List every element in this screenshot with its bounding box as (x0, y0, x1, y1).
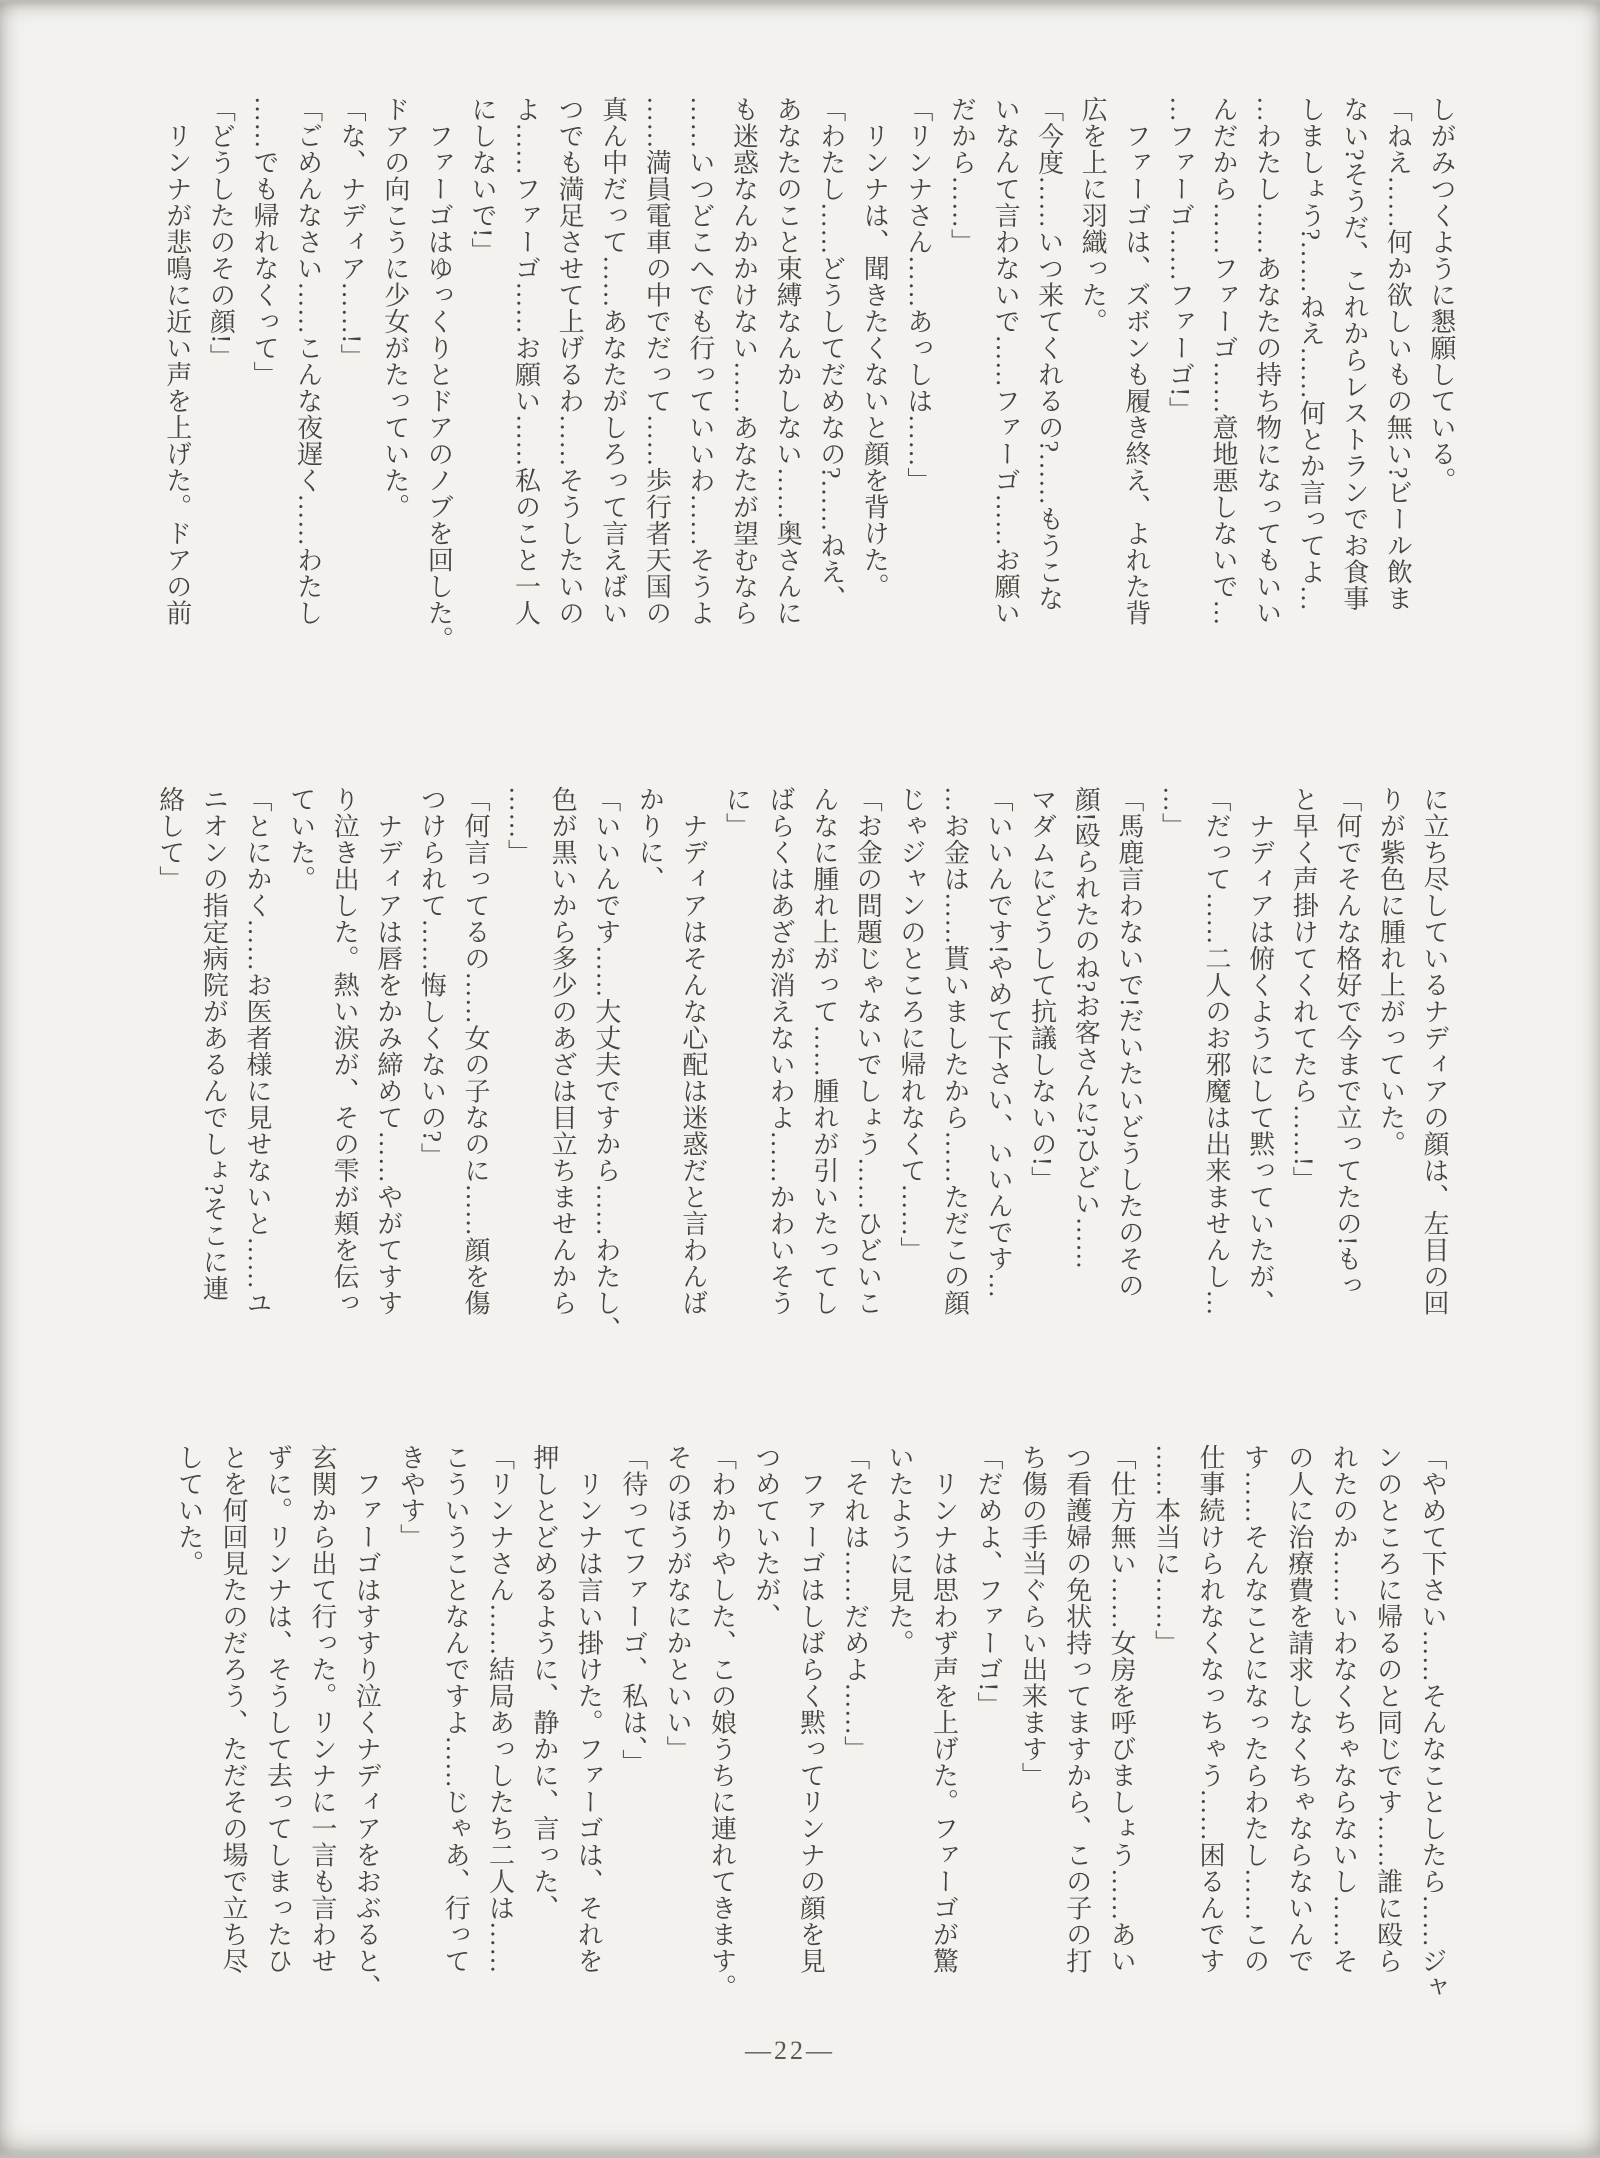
text-line: だから……」 (947, 96, 977, 255)
text-line: …ファーゴ……ファーゴ!」 (1165, 96, 1195, 424)
text-line: 真ん中だって……あなたがしろって言えばい (598, 96, 628, 626)
text-line: じゃジャンのところに帰れなくて……」 (896, 786, 926, 1263)
text-line: り泣き出した。熱い涙が、その雫が頬を伝っ (330, 786, 360, 1316)
text-line: 押しとどめるように、静かに、言った、 (529, 1444, 559, 1921)
text-line: 色が黒いから多少のあざは目立ちませんから (548, 786, 578, 1316)
text-line: ナディアは唇をかみ締めて……やがてすす (373, 786, 403, 1316)
text-line: と早く声掛けてくれてたら……!」 (1289, 786, 1319, 1193)
text-line: していた。 (174, 1444, 204, 1577)
text-line: んだから……ファーゴ……意地悪しないで… (1209, 96, 1239, 626)
text-line: 「だめよ、ファーゴ!」 (973, 1444, 1003, 1719)
text-line: 顔!殴られたのね?お客さんに?ひどい…… (1071, 786, 1101, 1270)
text-band-bottom (166, 1444, 1454, 2000)
text-line: ていた。 (286, 786, 316, 892)
text-line: 玄関から出て行った。リンナに一言も言わせ (307, 1444, 337, 1974)
text-line: 「それは……だめよ……」 (840, 1444, 870, 1762)
text-line: 「だって……二人のお邪魔は出来ませんし… (1202, 786, 1232, 1316)
text-line: ……本当に……」 (1151, 1444, 1181, 1656)
text-line: れたのか……いわなくちゃならないし……そ (1329, 1444, 1359, 1974)
text-line: あなたのこと束縛なんかしない……奥さんに (773, 96, 803, 626)
text-line: いなんて言わないで……ファーゴ……お願い (991, 96, 1021, 626)
text-line: リンナは思わず声を上げた。ファーゴが驚 (929, 1444, 959, 1974)
text-line: 「いいんです!やめて下さい、いいんです… (984, 786, 1014, 1299)
text-line: ファーゴはすすり泣くナディアをおぶると、 (352, 1444, 382, 2001)
text-line: んなに腫れ上がって……腫れが引いたってし (809, 786, 839, 1316)
text-line: しましょう?……ねえ……何とか言ってよ… (1296, 96, 1326, 612)
text-line: ンのところに帰るのと同じです……誰に殴ら (1373, 1444, 1403, 1974)
text-line: マダムにどうして抗議しないの!」 (1027, 786, 1057, 1193)
text-line: ……でも帰れなくって」 (249, 96, 279, 388)
text-line: 「リンナさん……結局あっしたち二人は…… (485, 1444, 515, 1974)
text-line: リンナは、聞きたくないと顔を背けた。 (860, 96, 890, 600)
text-line: よ……ファーゴ……お願い……私のこと一人 (511, 96, 541, 626)
text-line: 広を上に羽織った。 (1078, 96, 1108, 335)
text-line: の人に治療費を請求しなくちゃならないんで (1284, 1444, 1314, 1974)
text-line: …」 (1158, 786, 1188, 839)
text-line: ナディアは俯くようにして黙っていたが、 (1245, 786, 1275, 1316)
text-line: つでも満足させて上げるわ……そうしたいの (555, 96, 585, 626)
text-line: …お金は……貰いましたから……ただこの顔 (940, 786, 970, 1316)
text-line: いたように見た。 (885, 1444, 915, 1656)
text-line: ニオンの指定病院があるんでしょ?そこに連 (199, 786, 229, 1302)
text-line: 「やめて下さい……そんなことしたら……ジャ (1418, 1444, 1447, 2001)
text-line: 「待ってファーゴ、私は、」 (618, 1444, 648, 1776)
text-line: リンナが悲鳴に近い声を上げた。ドアの前 (162, 96, 192, 626)
text-line: ない?そうだ、これからレストランでお食事 (1339, 96, 1369, 612)
text-line: ずに。リンナは、そうして去ってしまったひ (263, 1444, 293, 1974)
text-line: ばらくはあざが消えないわよ……かわいそう (766, 786, 796, 1316)
text-line: ……満員電車の中でだって……歩行者天国の (642, 96, 672, 626)
text-line: そのほうがなにかといい」 (663, 1444, 693, 1762)
text-line: 仕事続けられなくなっちゃう……困るんです (1195, 1444, 1225, 1974)
text-line: かりに、 (635, 786, 665, 892)
text-line: ……いつどこへでも行っていいわ……そうよ (685, 96, 715, 626)
text-line: ファーゴはしばらく黙ってリンナの顔を見 (796, 1444, 826, 1974)
text-line: 「リンナさん……あっしは……」 (903, 96, 933, 494)
text-line: しがみつくように懇願している。 (1427, 96, 1456, 494)
text-band-middle (148, 786, 1456, 1342)
text-line: 「何言ってるの……女の子なのに……顔を傷 (460, 786, 490, 1316)
text-line: 「とにかく……お医者様に見せないと……ユ (242, 786, 272, 1316)
text-line: ち傷の手当ぐらい出来ます」 (1018, 1444, 1048, 1789)
text-line: 「わたし……どうしてだめなの?……ねえ、 (816, 96, 846, 612)
text-line: …わたし……あなたの持ち物になってもいい (1252, 96, 1282, 626)
text-line: も迷惑なんかかけない……あなたが望むなら (729, 96, 759, 626)
text-line: 「な、ナディア……!」 (337, 96, 367, 371)
text-line: ファーゴは、ズボンも履き終え、よれた背 (1121, 96, 1151, 626)
page-number: ―22― (745, 2036, 835, 2065)
text-line: に」 (722, 786, 752, 839)
text-line: つ看護婦の免状持ってますから、この子の打 (1062, 1444, 1092, 1974)
text-line: 絡して」 (155, 786, 185, 892)
text-line: つけられて……悔しくないの?」 (417, 786, 447, 1170)
text-line: こういうことなんですよ……じゃあ、行って (441, 1444, 471, 1974)
text-line: 「お金の問題じゃないでしょう……ひどいこ (853, 786, 883, 1316)
text-band-top (155, 96, 1463, 652)
text-line: つめていたが、 (751, 1444, 781, 1630)
text-line: ファーゴはゆっくりとドアのノブを回した。 (424, 96, 454, 653)
text-line: 「今度……いつ来てくれるの?……もうこな (1034, 96, 1064, 612)
text-line: 「いいんです……大丈夫ですから……わたし、 (591, 786, 621, 1343)
text-line: ドアの向こうに少女がたっていた。 (380, 96, 410, 520)
text-line: 「何でそんな格好で今まで立ってたの!もっ (1332, 786, 1362, 1299)
text-line: りが紫色に腫れ上がっていた。 (1376, 786, 1406, 1157)
text-line: に立ち尽しているナディアの顔は、左目の回 (1420, 786, 1449, 1316)
text-line: 「どうしたのその顔!」 (206, 96, 236, 371)
text-line: ……」 (504, 786, 534, 866)
text-line: 「わかりやした、この娘うちに連れてきます。 (707, 1444, 737, 2001)
text-line: とを何回見たのだろう、ただその場で立ち尽 (219, 1444, 249, 1974)
text-line: にしないで!」 (467, 96, 497, 265)
text-line: きやす」 (396, 1444, 426, 1550)
text-line: ナディアはそんな心配は迷惑だと言わんば (678, 786, 708, 1316)
text-line: 「馬鹿言わないで!だいたいどうしたのその (1114, 786, 1144, 1299)
text-line: 「ねえ……何か欲しいもの無い?ビール飲ま (1383, 96, 1413, 612)
text-line: す……そんなことになったらわたし……この (1240, 1444, 1270, 1974)
text-line: リンナは言い掛けた。ファーゴは、それを (574, 1444, 604, 1974)
text-line: 「仕方無い……女房を呼びましょう……あい (1107, 1444, 1137, 1974)
text-line: 「ごめんなさい……こんな夜遅く……わたし (293, 96, 323, 626)
